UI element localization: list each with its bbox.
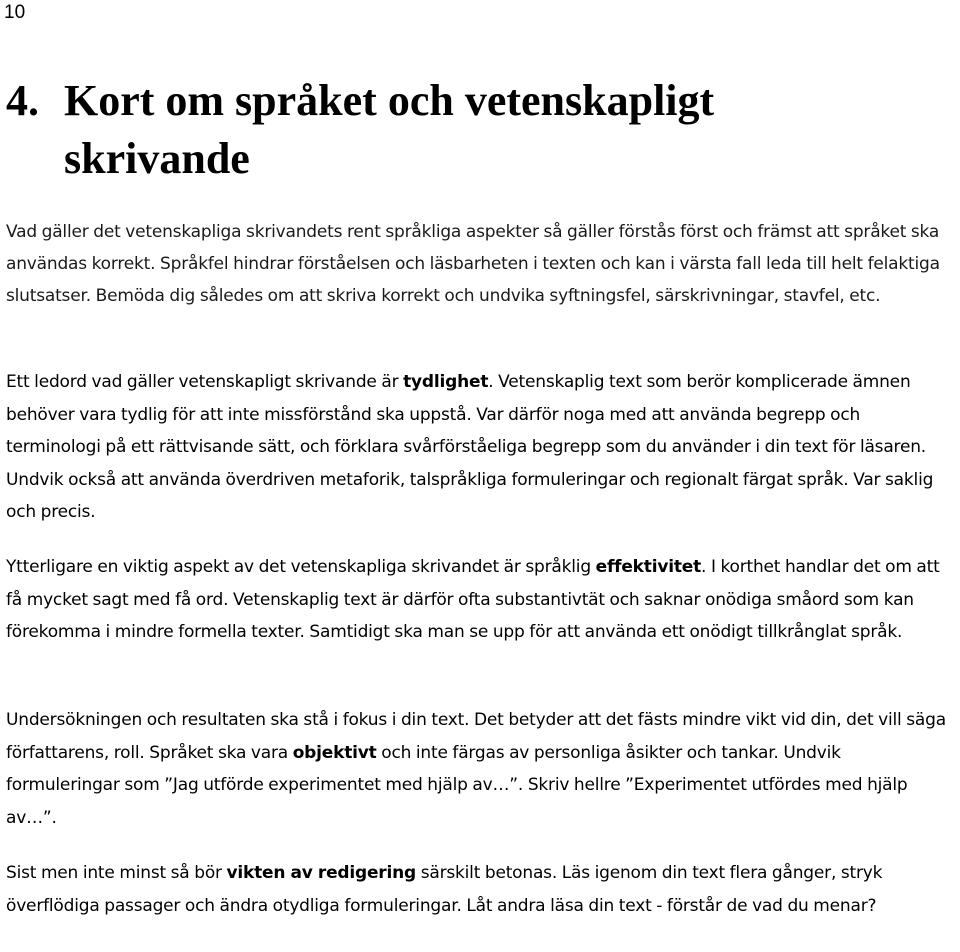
paragraph-clarity: [6, 366, 958, 529]
chapter-title: Kort om språket och vetenskapligt skrivande: [64, 76, 715, 183]
chapter-heading: [6, 72, 946, 188]
paragraph-text: Ytterligare en viktig aspekt av det vetenskapliga skrivandet är språklig: [6, 557, 596, 577]
paragraph-text: och inte färgas av personliga åsikter och tankar. Undvik formuleringar som ”Jag utförde experimentet med hjälp av…”. Skriv hellre ”Experimentet utfördes med hjälp av…”.: [6, 742, 908, 828]
chapter-number: 4.: [6, 76, 39, 125]
paragraph-efficiency: [6, 551, 958, 649]
paragraph-text: Ett ledord vad gäller vetenskapligt skrivande är: [6, 372, 404, 392]
paragraph-text: Undersökningen och resultaten ska stå i fokus i din text. Det betyder att det fästs mindre vikt vid din, det vill säga författarens, roll. Språket ska vara: [6, 710, 946, 763]
paragraph-text: Sist men inte minst så bör: [6, 863, 227, 883]
keyword-bold: tydlighet: [403, 372, 489, 392]
keyword-bold: objektivt: [292, 742, 377, 763]
keyword-bold: vikten av redigering: [226, 863, 416, 883]
paragraph-language-correctness: Vad gäller det vetenskapliga skrivandets rent språkliga aspekter så gäller förstås först och främst att språket ska användas korrekt. Språkfel hindrar förståelsen och läsbarheten i texten och kan i värsta fall leda till helt felaktiga slutsatser. Bemöda dig således om att skriva korrekt och undvika syftningsfel, särskrivningar, stavfel, etc.: [6, 222, 940, 306]
paragraph-text: särskilt betonas. Läs igenom din text flera gånger, stryk överflödiga passager och ändra otydliga formuleringar. Låt andra läsa din text - förstår de vad du menar?: [6, 863, 883, 916]
keyword-bold: effektivitet: [595, 557, 702, 577]
page-number: 10: [4, 2, 26, 23]
paragraph-editing: [6, 857, 958, 922]
paragraph-objectivity: [6, 704, 958, 834]
paragraph-text: . Vetenskaplig text som berör komplicerade ämnen behöver vara tydlig för att inte missförstånd ska uppstå. Var därför noga med att använda begrepp och terminologi på ett rättvisande sätt, och förklara svårförståeliga begrepp som du använder i din text för läsaren. Undvik också att använda överdriven metaforik, talspråkliga formuleringar och regionalt färgat språk. Var saklig och precis.: [6, 372, 934, 522]
paragraph-text: . I korthet handlar det om att få mycket sagt med få ord. Vetenskaplig text är därför ofta substantivtät och saknar onödiga småord som kan förekomma i mindre formella texter. Samtidigt ska man se upp för att använda ett onödigt tillkrånglat språk.: [6, 557, 940, 642]
